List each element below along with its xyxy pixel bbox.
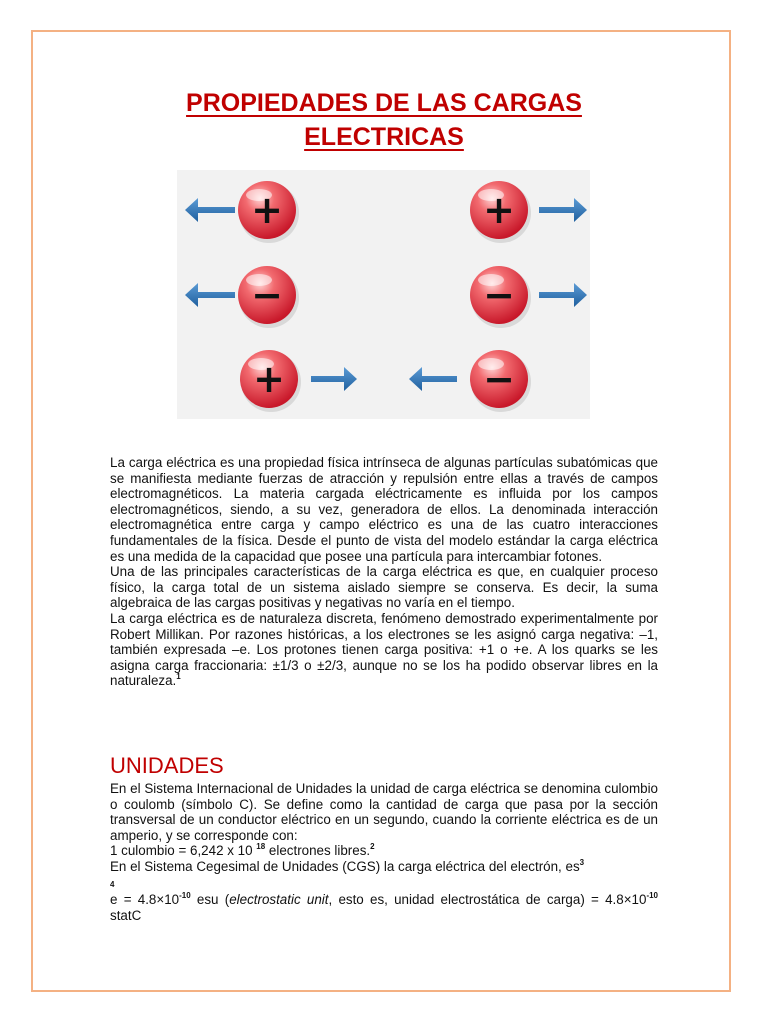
paragraph-cgs-text: En el Sistema Cegesimal de Unidades (CGS) la carga eléctrica del electrón, es (110, 858, 580, 874)
equation-coulomb-exponent: 18 (256, 842, 266, 852)
paragraph-quantization-text: La carga eléctrica es de naturaleza discreta, fenómeno demostrado experimentalmente por Robert Millikan. Por razones históricas, a los electrones se les asignó carga negativa: –1, también expresada –e. Los protones tienen carga positiva: +1 o +e. A los quarks se les asigna carga fraccionaria: ±1/3 o ±2/3, aunque no se los ha podido observar libres en la naturaleza. (110, 610, 658, 689)
plus-sign-icon: + (483, 188, 515, 232)
equation-esu-exponent: -10 (179, 891, 191, 901)
footnote-ref-2[interactable]: 2 (370, 842, 375, 852)
minus-sign-icon: − (251, 273, 283, 317)
equation-coulomb (110, 843, 658, 859)
paragraph-conservation: Una de las principales características de la carga eléctrica es que, en cualquier proceso físico, la carga total de un sistema aislado siempre se conserva. Es decir, la suma algebraica de las cargas positivas y negativas no varía en el tiempo. (110, 564, 658, 611)
equation-esu-text: esu ( (190, 892, 230, 908)
paragraph-definition: La carga eléctrica es una propiedad física intrínseca de algunas partículas subatómicas que se manifiesta mediante fuerzas de atracción y repulsión entre ellas a través de campos electromagnéticos. La materia cargada eléctricamente es influida por los campos electromagnéticos, siendo, a su vez, generadora de ellos. La denominada interacción electromagnética entre carga y campo eléctrico es una de las cuatro interacciones fundamentales de la física. Desde el punto de vista del modelo estándar la carga eléctrica es una medida de la capacidad que posee una partícula para intercambiar fotones. (110, 455, 658, 564)
footnote-ref-1[interactable]: 1 (176, 672, 181, 682)
paragraph-quantization (110, 611, 658, 689)
minus-sign-icon: − (483, 357, 515, 401)
equation-statc-unit: statC (110, 907, 142, 923)
equation-esu-text-2: , esto es, unidad electrostática de carga) = 4.8×10 (328, 892, 647, 908)
plus-sign-icon: + (251, 188, 283, 232)
equation-statc-exponent: -10 (646, 891, 658, 901)
equation-coulomb-text: electrones libres. (265, 843, 371, 859)
equation-esu-base: e = 4.8×10 (110, 892, 180, 908)
intro-section (110, 455, 658, 689)
title-line-1: PROPIEDADES DE LAS CARGAS (186, 89, 582, 117)
minus-sign-icon: − (483, 273, 515, 317)
footnote-ref-3[interactable]: 3 (579, 857, 585, 867)
units-section (110, 781, 658, 923)
equation-coulomb-base: 1 culombio = 6,242 x 10 (110, 843, 257, 859)
equation-esu-italic: electrostatic unit (229, 892, 329, 908)
paragraph-si-unit: En el Sistema Internacional de Unidades la unidad de carga eléctrica se denomina culombio o coulomb (símbolo C). Se define como la cantidad de carga que pasa por la sección transversal de un conductor eléctrico en un segundo, cuando la corriente eléctrica es de un amperio, y se corresponde con: (110, 781, 658, 843)
charge-interaction-figure (177, 170, 590, 419)
section-heading-unidades: UNIDADES (110, 753, 224, 778)
footnote-ref-4[interactable]: 4 (110, 879, 115, 889)
equation-esu (110, 892, 658, 923)
title-line-2: ELECTRICAS (304, 123, 464, 151)
document-title (0, 86, 768, 154)
plus-sign-icon: + (253, 357, 285, 401)
paragraph-cgs (110, 859, 658, 892)
